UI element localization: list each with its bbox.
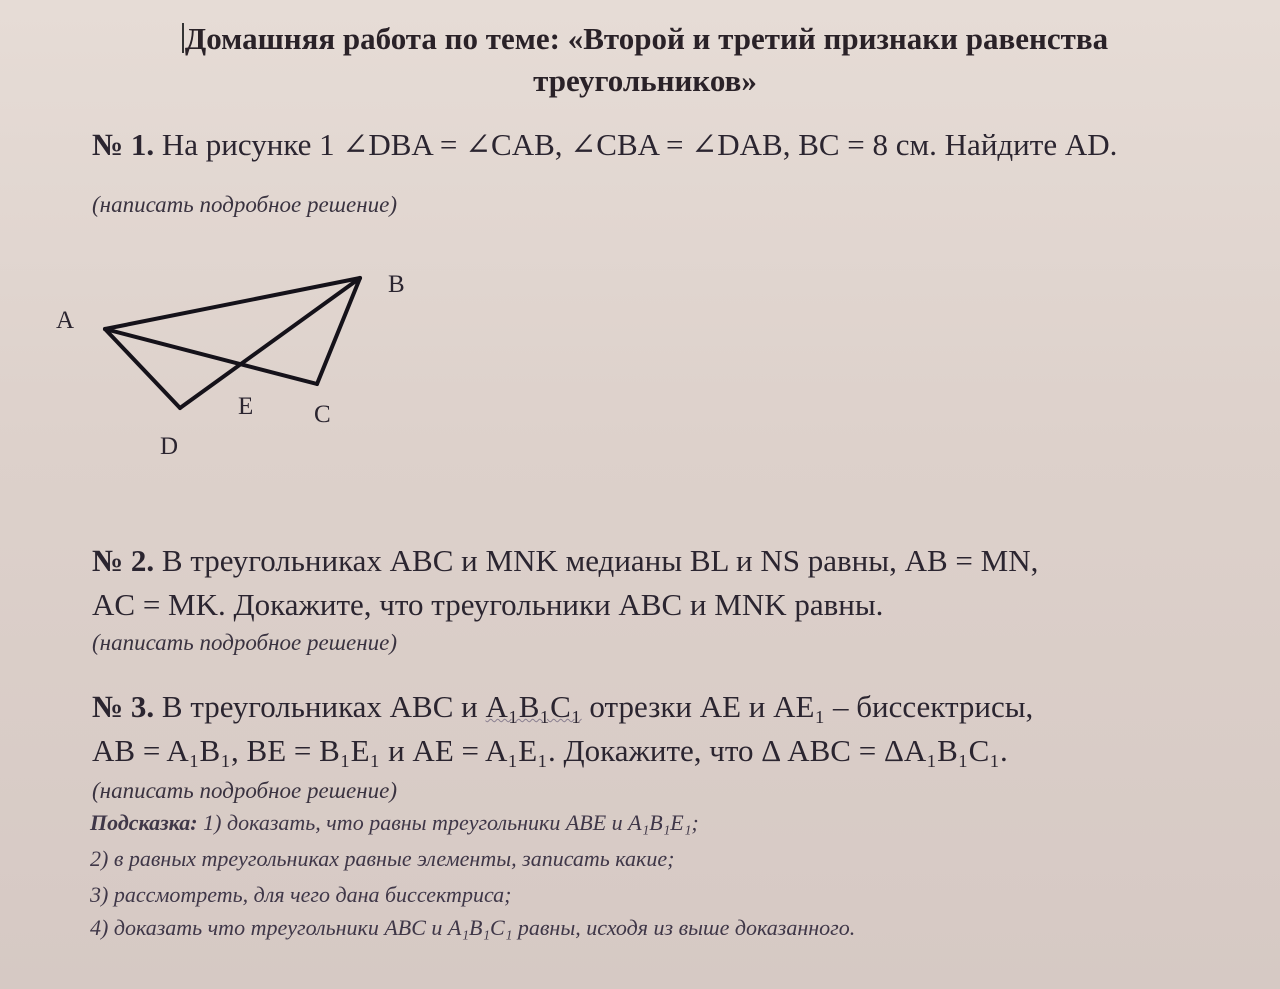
figure-1-triangles bbox=[40, 250, 460, 480]
label-E: E bbox=[238, 393, 254, 420]
label-A: A bbox=[56, 307, 75, 334]
task-3-text-1a: В треугольниках ABC и bbox=[154, 689, 486, 724]
task-1-text: На рисунке 1 ∠DBA = ∠CAB, ∠CBA = ∠DAB, BC = 8 см. Найдите AD. bbox=[154, 127, 1118, 162]
task-1-number: № 1. bbox=[92, 127, 155, 162]
page-title bbox=[140, 18, 1150, 102]
task-2-number: № 2. bbox=[92, 543, 155, 578]
segment-AC bbox=[105, 329, 317, 384]
title-line-1: Домашняя работа по теме: «Второй и третий признаки равенства bbox=[184, 21, 1109, 56]
task-3-note: (написать подробное решение) bbox=[92, 778, 398, 803]
task-3-text-1c: отрезки AE и AE₁ – биссектрисы, bbox=[581, 689, 1034, 724]
hint-line-4: 4) доказать что треугольники ABC и A₁B₁C₁ равны, исходя из выше доказанного. bbox=[90, 915, 856, 940]
task-3-line-2: AB = A₁B₁, BE = B₁E₁ и AE = A₁E₁. Докажите, что Δ ABC = ΔA₁B₁C₁. bbox=[92, 733, 1008, 768]
hint-line-3: 3) рассмотреть, для чего дана биссектриса; bbox=[90, 882, 512, 907]
task-2-line-2: AC = MK. Докажите, что треугольники ABC и MNK равны. bbox=[92, 587, 884, 622]
task-3-text-1b: A₁B₁C₁ bbox=[485, 689, 582, 724]
label-C: C bbox=[314, 401, 331, 428]
task-2-text-1: В треугольниках ABC и MNK медианы BL и NS равны, AB = MN, bbox=[154, 543, 1039, 578]
task-2-line-1 bbox=[92, 538, 1038, 584]
task-1-note: (написать подробное решение) bbox=[92, 192, 398, 217]
task-3-number: № 3. bbox=[92, 689, 155, 724]
segment-AD bbox=[105, 329, 180, 408]
task-2-note: (написать подробное решение) bbox=[92, 630, 398, 655]
hint-text-1: 1) доказать, что равны треугольники ABE и A₁B₁E₁; bbox=[197, 810, 699, 835]
label-B: B bbox=[388, 271, 405, 298]
label-D: D bbox=[160, 433, 179, 460]
hint-line-2: 2) в равных треугольниках равные элементы, записать какие; bbox=[90, 846, 675, 871]
task-3-line-1 bbox=[92, 684, 1033, 730]
title-line-2: треугольников» bbox=[533, 63, 757, 98]
text-cursor bbox=[182, 23, 184, 53]
task-1-statement bbox=[92, 122, 1117, 168]
hint-label: Подсказка: bbox=[90, 810, 198, 835]
hint-line-1 bbox=[90, 810, 699, 836]
